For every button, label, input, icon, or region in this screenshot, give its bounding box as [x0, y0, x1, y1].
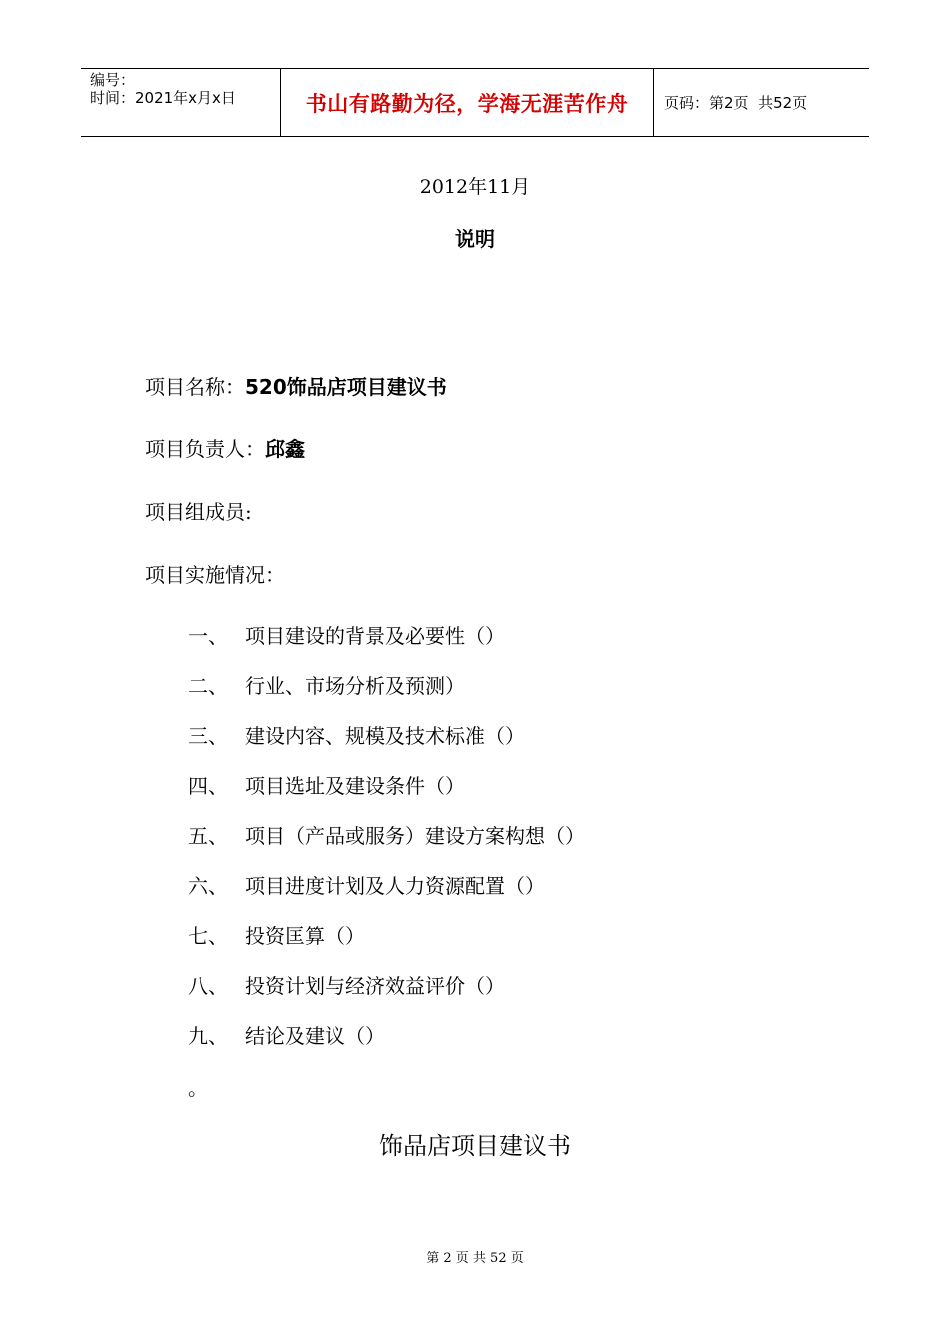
list-item-number: 九、	[188, 1024, 228, 1048]
list-item-text: 项目（产品或服务）建设方案构想（）	[245, 824, 585, 848]
list-item-text: 项目选址及建设条件（）	[245, 774, 465, 798]
list-item-text: 行业、市场分析及预测）	[245, 674, 465, 698]
project-leader-value: 邱鑫	[265, 437, 305, 461]
header-motto-text: 书山有路勤为径，学海无涯苦作舟	[305, 91, 629, 116]
list-item-text: 项目建设的背景及必要性（）	[245, 624, 505, 648]
project-name-value: 520饰品店项目建议书	[245, 375, 447, 399]
list-item	[188, 1020, 585, 1070]
header-page-info	[654, 69, 869, 136]
list-item	[188, 670, 585, 720]
main-title: 饰品店项目建议书	[379, 1132, 571, 1160]
trailing-mark: 。	[188, 1076, 208, 1100]
header-page-info-text: 页码：第2页 共52页	[664, 94, 808, 112]
project-members-label: 项目组成员:	[145, 500, 252, 524]
project-leader-label: 项目负责人：	[145, 437, 265, 461]
project-status-label: 项目实施情况：	[145, 563, 285, 587]
project-members-field	[145, 496, 252, 525]
header-motto	[281, 69, 654, 136]
header-time-label: 时间：2021年x月x日	[90, 89, 236, 107]
header-number-label: 编号：	[90, 71, 136, 89]
project-name-field	[145, 371, 447, 400]
section-title: 说明	[455, 227, 495, 251]
document-date: 2012年11月	[419, 176, 531, 198]
list-item-text: 投资计划与经济效益评价（）	[245, 974, 505, 998]
list-item-text: 投资匡算（）	[245, 924, 365, 948]
list-item-number: 六、	[188, 874, 228, 898]
list-item-text: 建设内容、规模及技术标准（）	[245, 724, 525, 748]
list-item-number: 八、	[188, 974, 228, 998]
header-meta	[81, 69, 281, 136]
list-item-text: 项目进度计划及人力资源配置（）	[245, 874, 545, 898]
list-item	[188, 920, 585, 970]
contents-list	[188, 620, 585, 1070]
list-item-text: 结论及建议（）	[245, 1024, 385, 1048]
list-item-number: 七、	[188, 924, 228, 948]
list-item	[188, 970, 585, 1020]
project-leader-field	[145, 433, 305, 462]
project-status-field	[145, 559, 285, 588]
page-header	[81, 68, 869, 137]
list-item	[188, 720, 585, 770]
list-item-number: 一、	[188, 624, 228, 648]
list-item-number: 四、	[188, 774, 228, 798]
list-item	[188, 770, 585, 820]
list-item	[188, 620, 585, 670]
list-item	[188, 820, 585, 870]
page-footer: 第 2 页 共 52 页	[426, 1251, 524, 1266]
list-item-number: 二、	[188, 674, 228, 698]
list-item	[188, 870, 585, 920]
list-item-number: 五、	[188, 824, 228, 848]
list-item-number: 三、	[188, 724, 228, 748]
project-name-label: 项目名称：	[145, 375, 245, 399]
